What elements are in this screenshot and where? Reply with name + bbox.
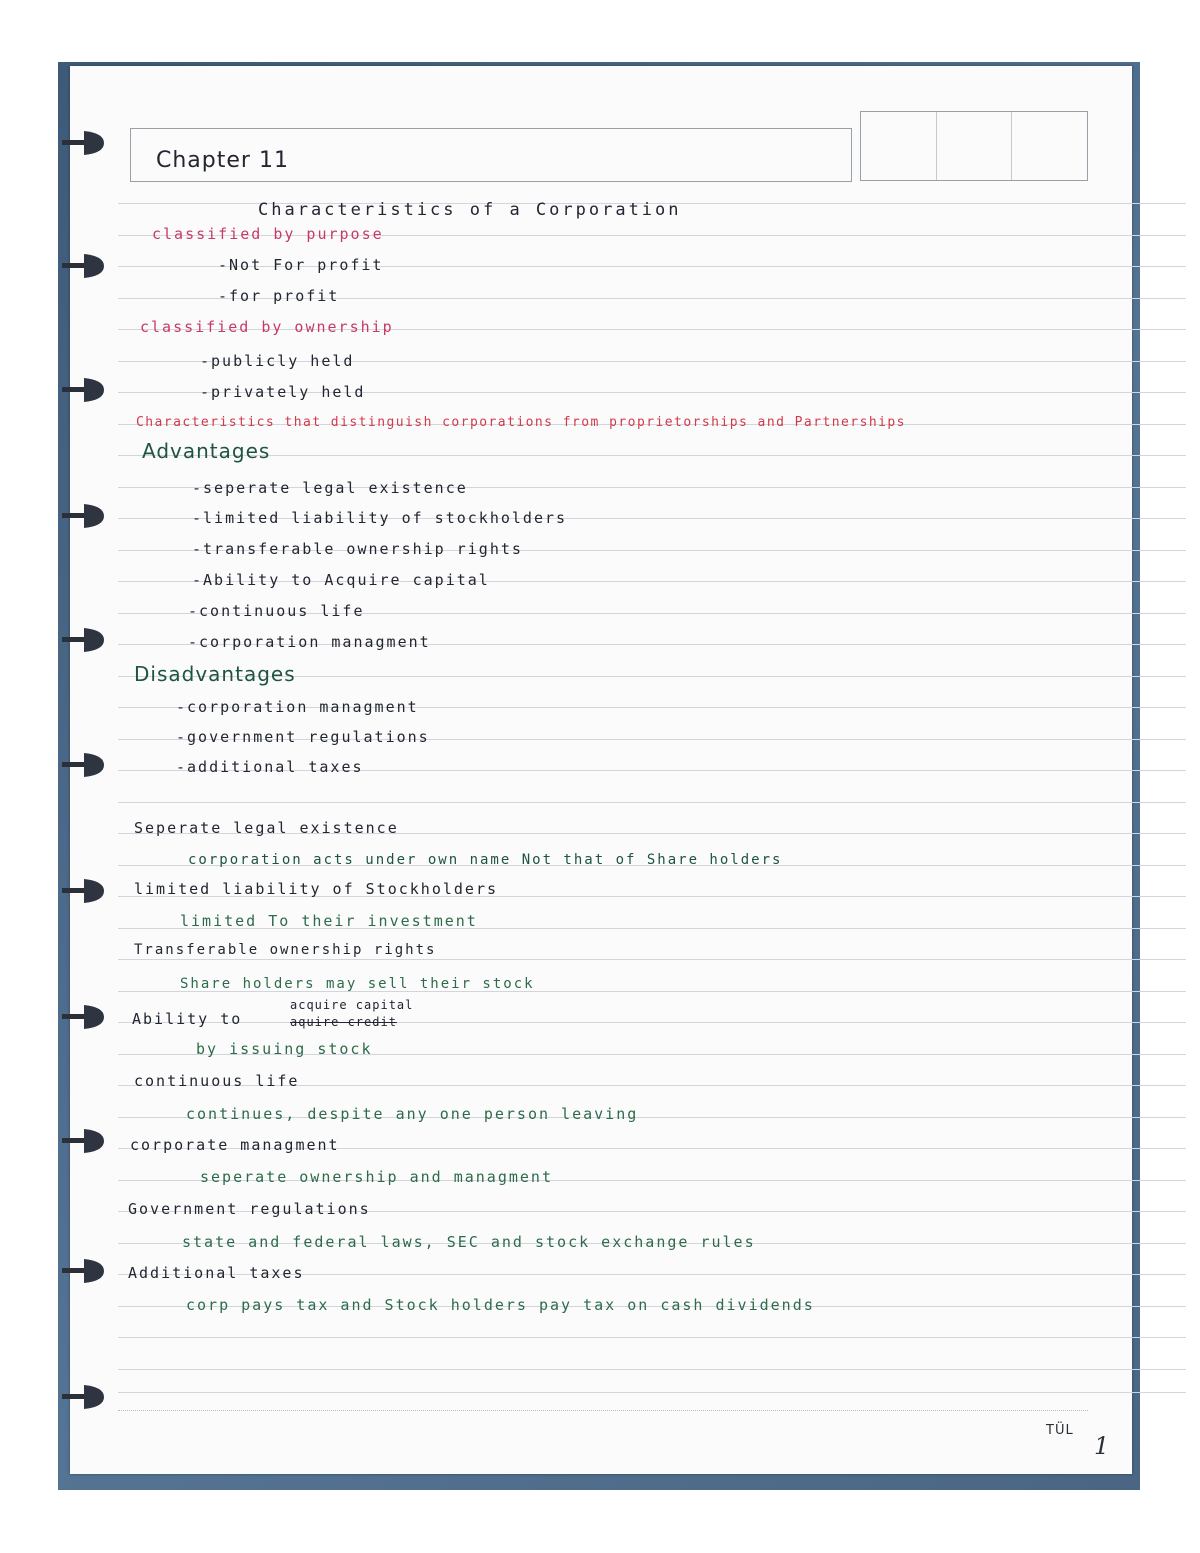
detail-heading: Additional taxes xyxy=(128,1264,305,1282)
binder-disc-icon xyxy=(62,1126,106,1156)
binder-disc-icon xyxy=(62,128,106,158)
binder-disc-icon xyxy=(62,876,106,906)
detail-body: by issuing stock xyxy=(196,1040,373,1058)
date-box xyxy=(860,111,1088,181)
purpose-heading: classified by purpose xyxy=(152,225,384,243)
advantages-item: -Ability to Acquire capital xyxy=(192,571,490,589)
chapter-title: Chapter 11 xyxy=(156,148,289,173)
purpose-item: -Not For profit xyxy=(218,256,384,274)
detail-body: seperate ownership and managment xyxy=(200,1168,553,1186)
advantages-item: -corporation managment xyxy=(188,633,431,651)
binder-disc-icon xyxy=(62,375,106,405)
detail-body: limited To their investment xyxy=(180,912,478,930)
ability-inserted-text: acquire capital xyxy=(290,998,414,1012)
detail-heading: Ability to xyxy=(132,1010,243,1028)
detail-heading: Transferable ownership rights xyxy=(134,942,437,958)
binder-disc-icon xyxy=(62,501,106,531)
disadvantages-heading: Disadvantages xyxy=(134,662,296,686)
binder-disc-icon xyxy=(62,625,106,655)
distinguish-heading: Characteristics that distinguish corporations from proprietorships and Partnerships xyxy=(136,415,906,430)
advantages-item: -transferable ownership rights xyxy=(192,540,523,558)
advantages-item: -seperate legal existence xyxy=(192,479,468,497)
ability-struck-text: aquire credit xyxy=(290,1015,397,1029)
disadvantages-item: -government regulations xyxy=(176,728,430,746)
binder-disc-icon xyxy=(62,1382,106,1412)
advantages-item: -limited liability of stockholders xyxy=(192,509,568,527)
detail-body: continues, despite any one person leaving xyxy=(186,1105,639,1123)
disadvantages-item: -additional taxes xyxy=(176,758,364,776)
detail-heading: limited liability of Stockholders xyxy=(134,880,499,898)
ownership-heading: classified by ownership xyxy=(140,318,394,336)
detail-heading: Government regulations xyxy=(128,1200,371,1218)
binder-disc-icon xyxy=(62,1002,106,1032)
disadvantages-item: -corporation managment xyxy=(176,698,419,716)
advantages-item: -continuous life xyxy=(188,602,365,620)
detail-heading: corporate managment xyxy=(130,1136,340,1154)
binder-disc-icon xyxy=(62,750,106,780)
ownership-item: -privately held xyxy=(200,383,366,401)
binder-disc-icon xyxy=(62,1256,106,1286)
detail-body: state and federal laws, SEC and stock exchange rules xyxy=(182,1233,756,1251)
detail-body: corp pays tax and Stock holders pay tax on cash dividends xyxy=(186,1296,815,1314)
purpose-item: -for profit xyxy=(218,287,340,305)
brand-logo: TÜL xyxy=(1046,1423,1074,1438)
detail-body: corporation acts under own name Not that of Share holders xyxy=(188,852,783,868)
detail-body: Share holders may sell their stock xyxy=(180,976,535,992)
ownership-item: -publicly held xyxy=(200,352,355,370)
advantages-heading: Advantages xyxy=(142,439,271,463)
binder-disc-icon xyxy=(62,251,106,281)
bottom-dotted-line xyxy=(118,1410,1088,1411)
page-number: 1 xyxy=(1094,1432,1110,1460)
detail-heading: Seperate legal existence xyxy=(134,819,399,837)
page-title: Characteristics of a Corporation xyxy=(258,200,682,220)
detail-heading: continuous life xyxy=(134,1072,300,1090)
